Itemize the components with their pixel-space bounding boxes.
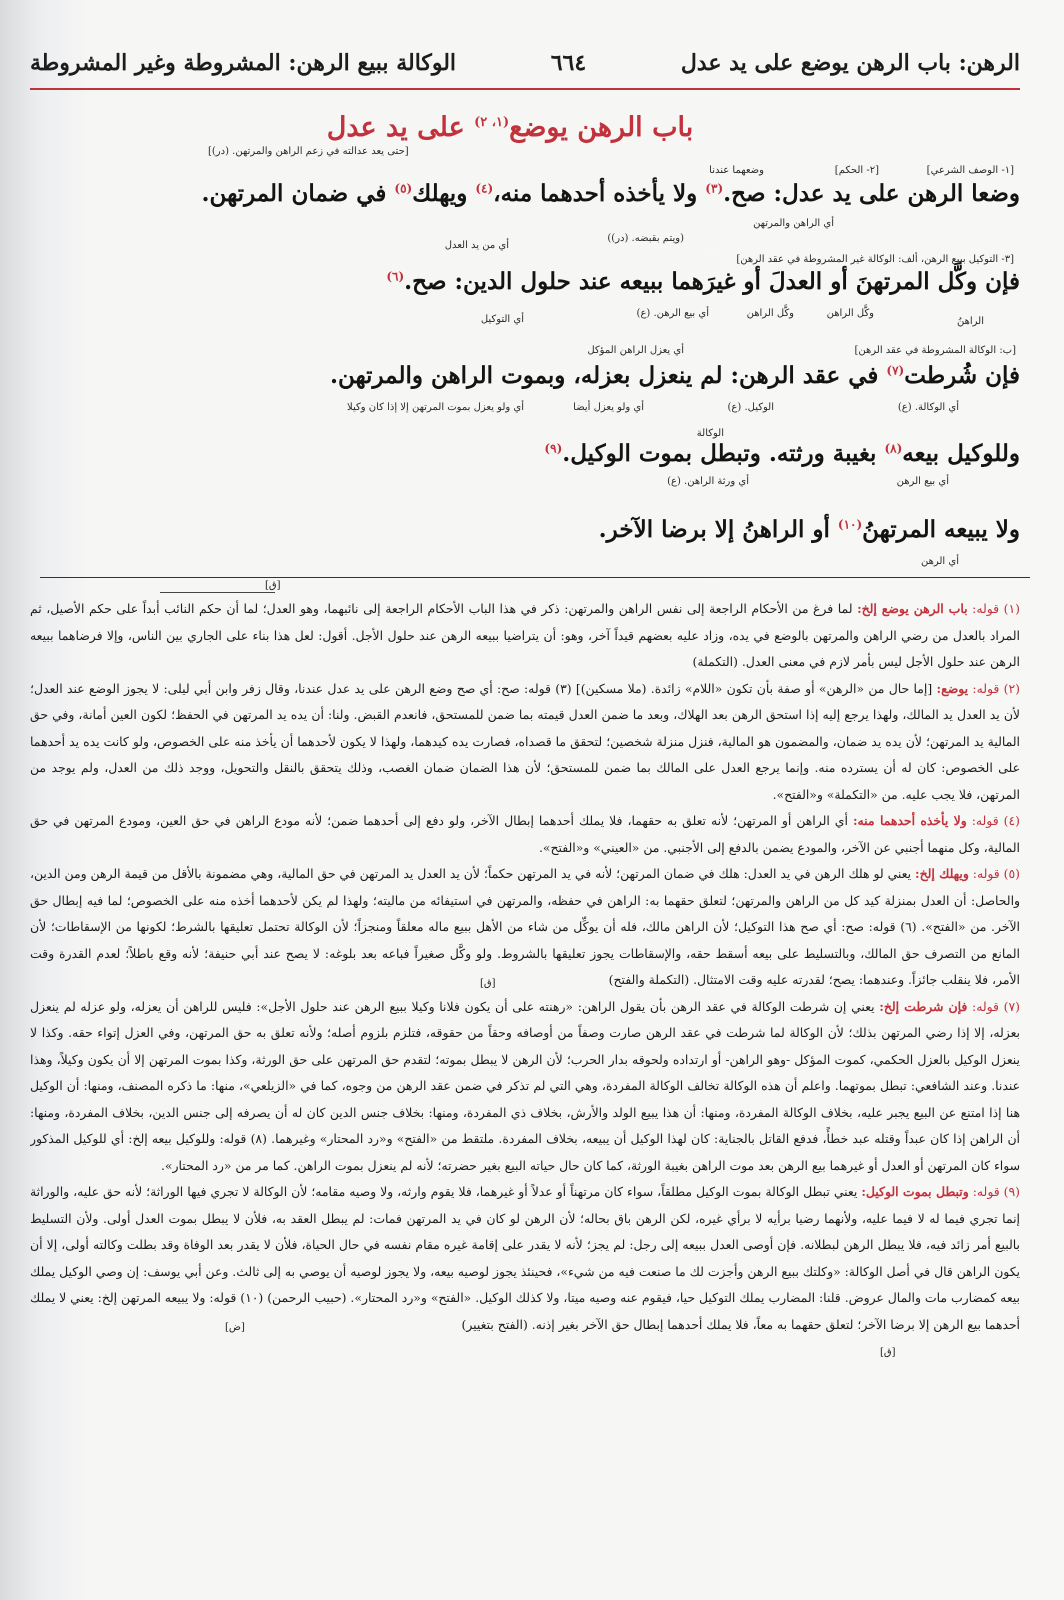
matn-line-3-a: فإن شُرطت	[904, 362, 1020, 389]
commentary-para-2	[30, 676, 1020, 809]
commentary-key: وتبطل بموت الوكيل:	[861, 1184, 969, 1199]
gloss-title: [حتى يعد عدالته في زعم الراهن والمرتهن. (در)]	[208, 146, 409, 157]
mark-q2: [ق]	[480, 978, 496, 989]
matn-line-5-b: أو الراهنُ إلا برضا الآخر.	[598, 516, 830, 543]
matn-line-4-a: وللوكيل بيعه	[902, 440, 1020, 467]
footnote-ref-8: (٨)	[884, 441, 903, 456]
matn-line-3	[330, 362, 1020, 389]
header-left-title: الوكالة ببيع الرهن: المشروطة وغير المشروطة	[30, 50, 457, 76]
page-number: ٦٦٤	[550, 50, 587, 76]
gloss-4c: أي ورثة الراهن. (ع)	[667, 476, 749, 487]
gloss-2c: وكَّل الراهن	[826, 308, 874, 319]
matn-line-2	[386, 268, 1020, 295]
gloss-2b: الراهنُ	[956, 316, 984, 327]
gloss-3b: أي يعزل الراهن المؤكل	[587, 345, 684, 356]
matn-line-1	[202, 180, 1020, 207]
commentary-text: [إما حال من «الرهن» أو صفة بأن تكون «اللام» زائدة. (ملا مسكين)] (٣) قوله: صح: أي صح وضع الرهن على يد عدل عندنا، وقال زفر وابن أبي ليلى: لا يجوز الوضع عند العدل؛ لأن يد العدل يد المالك، ولهذا يرجع إليه إذا استحق الرهن بعد الهلاك، وبعد ما ضمن العدل قيمته بما ضمن للمستحق، فانعدم القبض. ولنا: أن يده يد المرتهن في الحفظ؛ لكون العين أمانة، وفي حق المالية يد المرتهن؛ لأن يده يد ضمان، والمضمون هو المالية، فنزل منزلة شخصين؛ لتحقق ما قصداه، فصارت يده كيدهما، ولهذا لا يكون لأحدهما أن يأخذ منه على الخصوص، ولو كانت يده يد أحدهما على الخصوص: كان له أن يسترده منه. وإنما يرجع العدل على المالك بما ضمن للمستحق؛ لأن هذا الضمان ضمان الغصب، وذلك يتحقق بالنقل والتحويل، ووجد ذلك من العدل، ولم يوجد من المرتهن، فلا يجب عليه. من «التكملة» و«الفتح».	[30, 680, 1020, 802]
footnote-ref-6: (٦)	[386, 269, 405, 284]
matn-line-1-a: وضعا الرهن على يد عدل: صح.	[723, 180, 1020, 207]
commentary-num: (٢) قوله:	[972, 680, 1020, 696]
commentary-key: ولا يأخذه أحدهما منه:	[852, 813, 967, 828]
gloss-2d: وكَّل الراهن	[746, 308, 794, 319]
matn-line-3-b: في عقد الرهن: لم ينعزل بعزله، وبموت الراهن والمرتهن.	[329, 362, 879, 389]
gloss-4a: الوكالة	[696, 428, 724, 439]
gloss-3f: أي ولو يعزل بموت المرتهن إلا إذا كان وكيلا	[347, 402, 524, 413]
footnote-ref-5: (٥)	[394, 181, 413, 196]
gloss-1a: [١- الوصف الشرعي]	[926, 165, 1014, 176]
gloss-1c: [٢- الحكم]	[834, 165, 879, 176]
commentary-para-3	[30, 808, 1020, 861]
gloss-2e: أي بيع الرهن. (ع)	[636, 308, 709, 319]
matn-line-5-a: ولا يبيعه المرتهنُ	[862, 516, 1020, 543]
footnote-ref-9: (٩)	[544, 441, 563, 456]
matn-line-1-c: ويهلك	[412, 180, 468, 207]
gloss-3a: [ب: الوكالة المشروطة في عقد الرهن]	[854, 345, 1016, 356]
gloss-3d: الوكيل. (ع)	[727, 402, 774, 413]
gloss-4b: أي بيع الرهن	[896, 476, 949, 487]
commentary-key: يوضع:	[936, 680, 969, 696]
commentary-key: باب الرهن يوضع إلخ:	[857, 601, 968, 616]
header-right-title: الرهن: باب الرهن يوضع على يد عدل	[680, 50, 1020, 76]
commentary-para-5	[30, 994, 1020, 1180]
commentary-para-6	[30, 1179, 1020, 1338]
gloss-2a: [٣- التوكيل ببيع الرهن، ألف: الوكالة غير المشروطة في عقد الرهن]	[736, 254, 1014, 265]
matn-line-1-b: ولا يأخذه أحدهما منه،	[493, 180, 698, 207]
commentary-text: يعني تبطل الوكالة بموت الوكيل مطلقاً، سواء كان مرتهناً أو عدلاً أو غيرهما، فلا يقوم وارثه، ولا وصيه مقامه؛ لأن الوكالة لا تجري فيها الوراثة؛ لأنه حق عليه، والوراثة إنما تجري فيما له لا فيما عليه، ولأنهما رضيا برأيه لا برأي غيره، لكن الرهن باق بحاله؛ لأن الرهن لو كان في يد المرتهن فمات: لم يبطل العقد به، فلأن لا يبطل بموت العدل أولى. ولأن التسليط بالبيع أمر زائد فيه، فلا يبطل الرهن لبطلانه. فإن أوصى العدل ببيعه إلى رجل: لم يجز؛ لأنه لا يقدر على إقامة غيره مقام نفسه في حال الحياة، فلأن لا يقدر بعد الوفاة وقد بطلت وكالته أولى، إلا أن يكون الراهن قال في أصل الوكالة: «وكلتك ببيع الرهن وأجزت لك ما صنعت فيه من شيء»، فحينئذ يجوز لوصيه بيعه، ولا يجوز لوصيه أن يوصي به إلى ثالث. وعن أبي يوسف: إن وصي الوكيل يملك بيعه كمضارب مات والمال عروض. قلنا: المضارب يملك التوكيل حيا، فيقوم عنه وصيه ميتا، ولا كذلك الوكيل. «الفتح» و«رد المحتار». (حبيب الرحمن) (١٠) قوله: ولا يبيعه المرتهن إلخ: يعني لا يملك أحدهما بيع الرهن إلا برضا الآخر؛ لتعلق حقهما به معاً، فلا يملك أحدهما إبطال حق الآخر بغير إذنه. (الفتح بتغيير)	[30, 1184, 1020, 1332]
commentary-num: (٩) قوله:	[972, 1184, 1020, 1199]
commentary-text: يعني إن شرطت الوكالة في عقد الرهن بأن يقول الراهن: «رهنته على أن يكون فلانا وكيلا ببيع الرهن عند حلول الأجل»: فليس للراهن أن يعزله، ولو عزله لم ينعزل بعزله، إلا إذا رضي المرتهن بذلك؛ لأن الوكالة لما شرطت في عقد الرهن صارت وصفاً من أوصافه وحقاً من حقوقه، فتلزم بلزوم أصله؛ ولأنه تعلق به حق المرتهن، وفي العزل إتواء حقه. وكذا لا ينعزل الوكيل بالعزل الحكمي، كموت المؤكل -وهو الراهن- أو ارتداده ولحوقه بدار الحرب؛ لأن الرهن لا يبطل بموته؛ لتقدم حق المرتهن على حق الورثة، وكذا بموت المرتهن إلا أن يكون وكيلاً، وهذا عندنا. وعند الشافعي: تبطل بموتهما. واعلم أن هذه الوكالة تخالف الوكالة المفردة، وهي التي لم تذكر في ضمن عقد الرهن من وجوه، كما في «الزيلعي»، منها: ما ذكره المصنف، ومنها: أن الوكيل هنا إذا امتنع عن البيع يجبر عليه، بخلاف الوكالة المفردة، ومنها: أن هذا يبيع الولد والأرش، بخلاف ذي المفردة، ومنها: بخلاف جنس الدين كان له أن يصرفه إلى جنس الدين، بخلاف المفردة، ومنها: أن الراهن إذا كان عبداً وقتله عبد خطأً، فدفع القاتل بالجناية: كان لهذا الوكيل أن يبيعه، بخلاف المفردة. ملتقط من «الفتح» و«رد المحتار» وغيرهما. (٨) قوله: وللوكيل بيعه إلخ: أي للوكيل المذكور سواء كان المرتهن أو العدل أو غيرهما بيع الرهن بعد موت الراهن بغيبة الورثة، كما كان حال حياته البيع بغير حضرته؛ لأنه لم ينعزل بموت الراهن. كما مر من «رد المحتار».	[30, 998, 1020, 1173]
chapter-title-footnote-ref: (١، ٢)	[474, 115, 510, 130]
commentary-key: ويهلك إلخ:	[915, 866, 969, 881]
matn-line-4-b: بغيبة ورثته. وتبطل بموت الوكيل.	[562, 440, 877, 467]
commentary-para-1	[30, 596, 1020, 676]
gloss-1d: أي الراهن والمرتهن	[753, 218, 834, 229]
commentary-text: لما فرغ من الأحكام الراجعة إلى نفس الراهن والمرتهن: ذكر في هذا الباب الأحكام الراجعة إلى نائبهما، وهو العدل؛ لما أن حكم النائب أبداً على حكم الأصيل، ثم المراد بالعدل من رضي الراهن والمرتهن بالوضع في يده، وزاد عليه بعضهم قيداً آخر، وهو: أن يتراضيا ببيعه الرهن عند حلول الأجل. أقول: لعل هذا بناء على الجاري بين الناس، وإلا فرضاهما ببيعه الرهن عند حلول الأجل ليس بأمر لازم في معنى العدل. (التكملة)	[30, 601, 1020, 669]
gloss-1e: أي من يد العدل	[444, 240, 509, 251]
commentary-num: (٧) قوله:	[972, 998, 1020, 1014]
gloss-2f: أي التوكيل	[480, 314, 524, 325]
commentary-text: يعني لو هلك الرهن في يد العدل: هلك في ضمان المرتهن؛ لأنه في يد المرتهن حكماً؛ لأن يد العدل يد المرتهن في حق المالية، وهي مضمونة بالأقل من قيمة الرهن ومن الدين، والحاصل: أن العدل بمنزلة كيد كل من الراهن والمرتهن؛ لتعلق حقهما به: الراهن في حفظه، والمرتهن في استيفائه من ماليته؛ ولهذا لم يكن لأحدهما أخذه منه على الخصوص؛ لما فيه إبطال حق الآخر. من «الفتح». (٦) قوله: صح: أي صح هذا التوكيل؛ لأن الراهن مالك، فله أن يوكِّل من شاء من الأهل ببيع ماله معلقاً ومنجزاً؛ لأن الوكالة تحتمل تعليقها بالشرط؛ لكونها من الإسقاطات؛ لأن المانع من التصرف حق المالك، وبالتسليط على بيعه أسقط حقه، والإسقاطات يجوز تعليقها بالشروط. ولو وكَّل صغيراً فباعه بعد بلوغه: لا يصح عند أبي حنيفة؛ لأنه وقع باطلاً؛ لعدم القدرة وقت الأمر، فلا ينقلب جائزاً. وعندهما: يصح؛ لقدرته عليه وقت الامتثال. (التكملة والفتح)	[30, 866, 1020, 987]
running-header	[30, 46, 1020, 80]
gloss-3c: أي الوكالة. (ع)	[897, 402, 959, 413]
footnote-ref-10: (١٠)	[837, 517, 863, 532]
commentary-num: (٤) قوله:	[971, 813, 1020, 828]
gloss-1b: وضعهما عندنا	[709, 165, 764, 176]
footnote-ref-3: (٣)	[705, 181, 724, 196]
mark-q1: [ق]	[265, 580, 281, 591]
commentary-text: أي الراهن أو المرتهن؛ لأنه تعلق به حقهما، فلا يملك أحدهما إبطال الآخر، ولو دفع إلى أحدهما ضمن؛ لأنه مودع الراهن في حق العين، ومودع المرتهن في حق المالية، وكل منهما أجنبي عن الآخر، والمودع يضمن بالدفع إلى الأجنبي. من «العيني» و«الفتح».	[30, 813, 1020, 855]
mark-q3: [ق]	[880, 1347, 896, 1358]
gloss-1f: (ويتم بقبضه. (در))	[607, 233, 684, 244]
commentary-para-4	[30, 861, 1020, 994]
gloss-5a: أي الرهن	[920, 556, 959, 567]
footnote-ref-4: (٤)	[475, 181, 494, 196]
matn-commentary-divider	[40, 577, 1030, 578]
matn-line-2-text: فإن وكَّل المرتهنَ أو العدلَ أو غيرَهما ببيعه عند حلول الدين: صح.	[404, 268, 1020, 295]
chapter-title-tail: على يد عدل	[326, 112, 465, 143]
matn-line-4	[544, 440, 1020, 467]
header-divider	[30, 88, 1020, 90]
commentary-num: (١) قوله:	[972, 601, 1020, 616]
matn-line-1-d: في ضمان المرتهن.	[201, 180, 387, 207]
short-rule-1	[160, 592, 275, 593]
mark-d1: [ض]	[225, 1322, 245, 1333]
gloss-3e: أي ولو يعزل أيضا	[573, 402, 644, 413]
commentary	[30, 596, 1020, 1586]
commentary-key: فإن شرطت إلخ:	[879, 998, 968, 1014]
commentary-num: (٥) قوله:	[972, 866, 1020, 881]
footnote-ref-7: (٧)	[886, 363, 905, 378]
chapter-title	[120, 112, 900, 143]
chapter-title-text: باب الرهن يوضع	[509, 112, 694, 143]
matn-line-5	[599, 516, 1020, 543]
